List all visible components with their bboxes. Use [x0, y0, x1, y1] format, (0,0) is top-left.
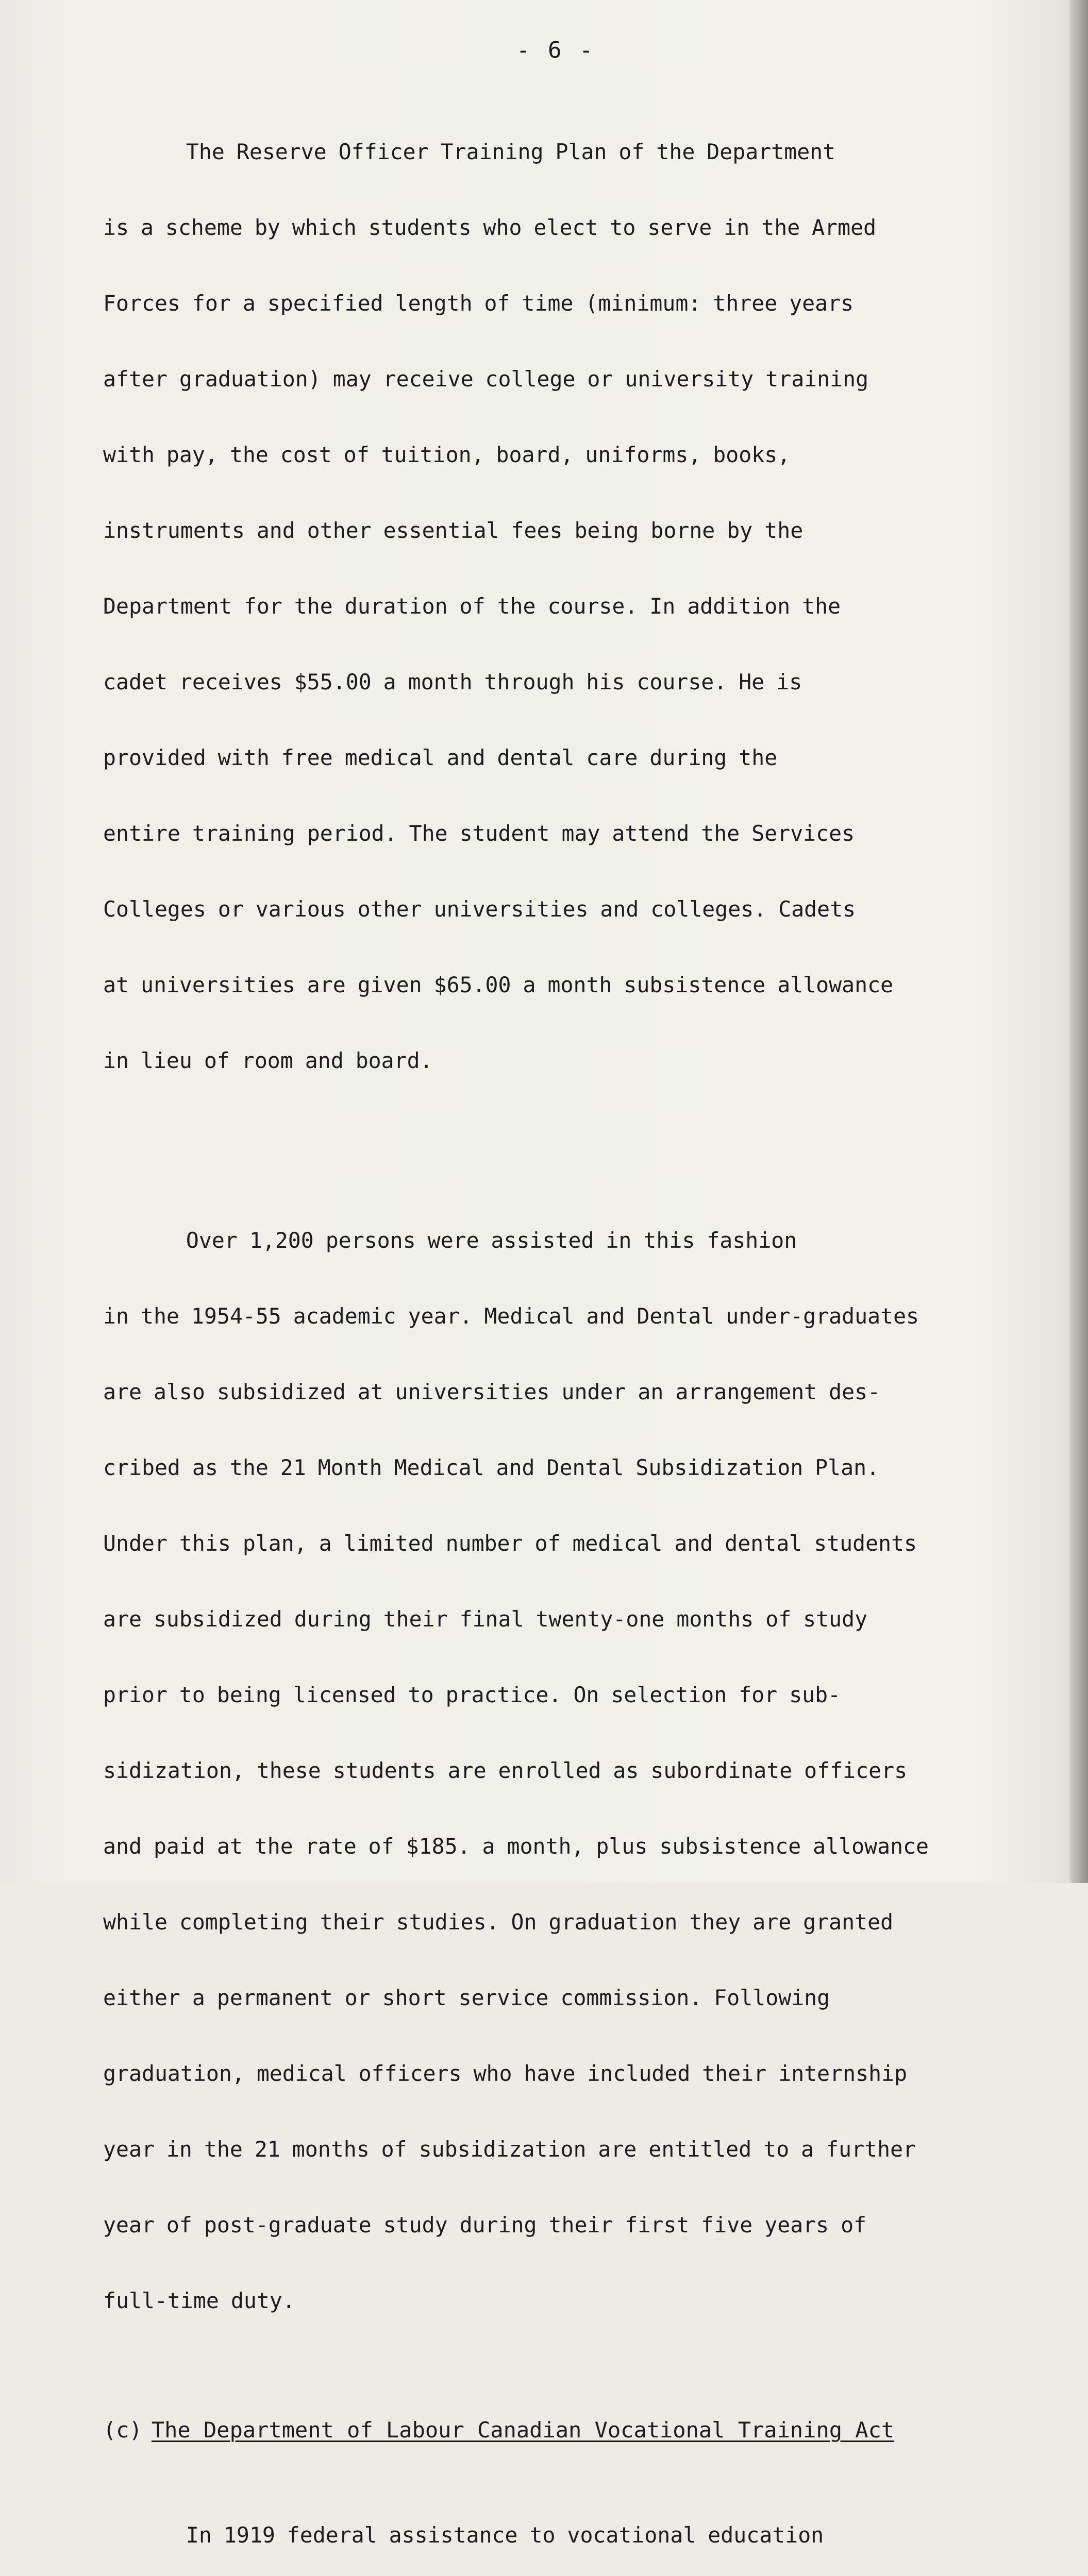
page-edge-shadow: [1069, 0, 1088, 1883]
text-line: Under this plan, a limited number of medical and dental students: [103, 1531, 917, 1556]
section-heading-c: [103, 2417, 1041, 2443]
text-line: sidization, these students are enrolled as subordinate officers: [103, 1758, 908, 1783]
paragraph-reserve-officer-training: [103, 89, 1041, 1124]
text-line: prior to being licensed to practice. On selection for sub-: [103, 1682, 841, 1707]
text-line: in lieu of room and board.: [103, 1048, 433, 1073]
text-line: provided with free medical and dental care during the: [103, 745, 778, 770]
text-line: and paid at the rate of $185. a month, plus subsistence allowance: [103, 1834, 929, 1859]
text-line: year of post-graduate study during their first five years of: [103, 2212, 867, 2238]
document-body: [103, 89, 1041, 2576]
page-number: - 6 -: [516, 37, 595, 63]
text-line: Forces for a specified length of time (minimum: three years: [103, 291, 854, 316]
text-line: with pay, the cost of tuition, board, uniforms, books,: [103, 442, 791, 467]
section-label: (c): [103, 2417, 142, 2443]
text-line: instruments and other essential fees being borne by the: [103, 518, 804, 543]
text-line: In 1919 federal assistance to vocational education: [103, 2522, 824, 2548]
text-line: Department for the duration of the course. In addition the: [103, 594, 841, 619]
paragraph-vocational-education: [103, 2472, 1041, 2576]
text-line: Over 1,200 persons were assisted in this fashion: [103, 1228, 797, 1253]
paragraph-medical-dental-subsidization: [103, 1177, 1041, 2364]
text-line: are also subsidized at universities under an arrangement des-: [103, 1379, 881, 1404]
text-line: The Reserve Officer Training Plan of the Department: [103, 139, 836, 164]
text-line: while completing their studies. On graduation they are granted: [103, 1909, 894, 1935]
text-line: is a scheme by which students who elect to serve in the Armed: [103, 215, 877, 240]
text-line: cribed as the 21 Month Medical and Dental Subsidization Plan.: [103, 1455, 880, 1480]
text-line: in the 1954-55 academic year. Medical and Dental under-graduates: [103, 1303, 919, 1329]
text-line: either a permanent or short service commission. Following: [103, 1985, 830, 2010]
text-line: Colleges or various other universities and colleges. Cadets: [103, 896, 856, 922]
text-line: entire training period. The student may attend the Services: [103, 821, 855, 846]
text-line: after graduation) may receive college or university training: [103, 366, 869, 392]
section-title: The Department of Labour Canadian Vocational Training Act: [151, 2417, 895, 2443]
text-line: at universities are given $65.00 a month subsistence allowance: [103, 972, 894, 997]
text-line: are subsidized during their final twenty-one months of study: [103, 1606, 868, 1632]
text-line: year in the 21 months of subsidization are entitled to a further: [103, 2137, 916, 2162]
text-line: graduation, medical officers who have included their internship: [103, 2061, 908, 2086]
text-line: cadet receives $55.00 a month through his course. He is: [103, 669, 802, 694]
text-line: full-time duty.: [103, 2288, 295, 2313]
